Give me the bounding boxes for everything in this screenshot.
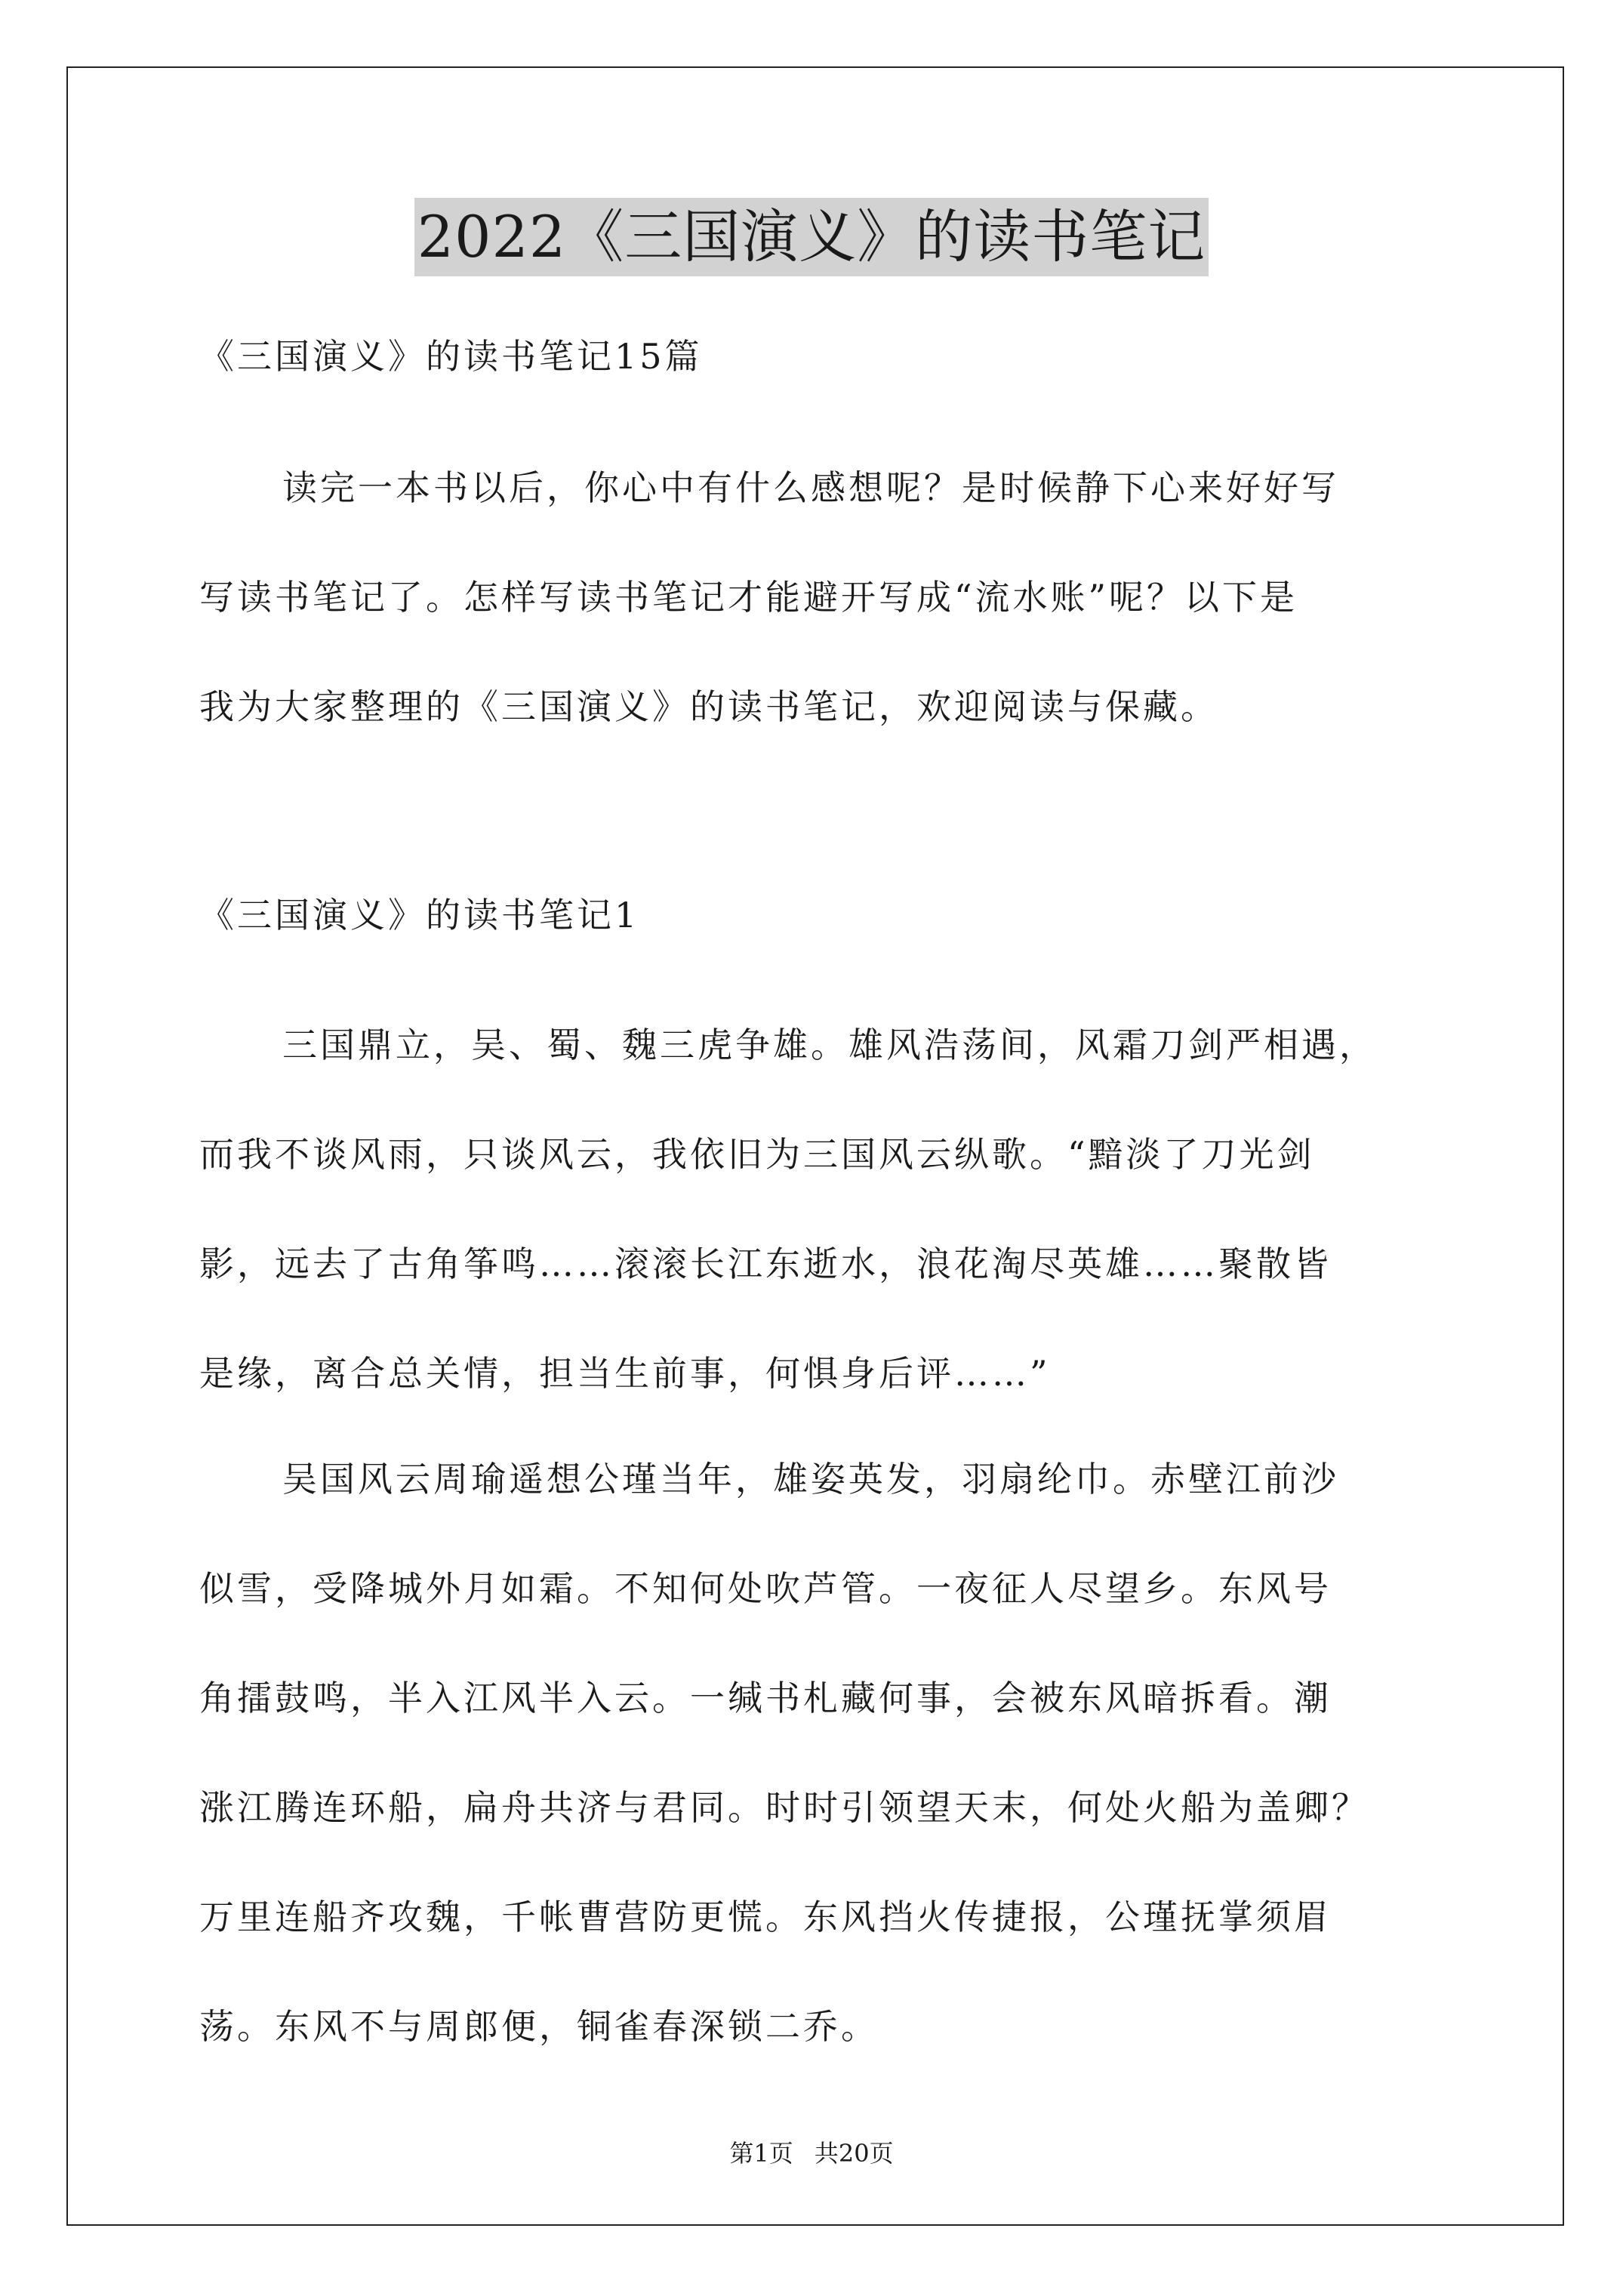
page-number: 第1页 共20页 (729, 2139, 894, 2168)
paragraph-line: 吴国风云周瑜遥想公瑾当年，雄姿英发，羽扇纶巾。赤壁江前沙 (282, 1459, 1339, 1499)
paragraph-line: 角擂鼓鸣，半入江风半入云。一缄书札藏何事，会被东风暗拆看。潮 (199, 1678, 1332, 1718)
section-heading-line: 《三国演义》的读书笔记1 (199, 895, 640, 935)
paragraph-line: 是缘，离合总关情，担当生前事，何惧身后评……” (199, 1353, 1051, 1394)
paragraph-line: 写读书笔记了。怎样写读书笔记才能避开写成“流水账”呢？以下是 (199, 577, 1298, 618)
body-paragraph-2 (199, 1425, 1431, 2082)
paragraph-line: 读完一本书以后，你心中有什么感想呢？是时候静下心来好好写 (282, 467, 1339, 508)
paragraph-line: 似雪，受降城外月如霜。不知何处吹芦管。一夜征人尽望乡。东风号 (199, 1568, 1332, 1609)
paragraph-line: 三国鼎立，吴、蜀、魏三虎争雄。雄风浩荡间，风霜刀剑严相遇， (282, 1025, 1377, 1065)
paragraph-line: 涨江腾连环船，扁舟共济与君同。时时引领望天末，何处火船为盖卿？ (199, 1787, 1369, 1828)
title-container (0, 198, 1623, 276)
document-subtitle (199, 302, 1431, 411)
paragraph-line: 万里连船齐攻魏，千帐曹营防更慌。东风挡火传捷报，公瑾抚掌须眉 (199, 1897, 1332, 1937)
body-paragraph-1 (199, 991, 1431, 1428)
paragraph-line: 荡。东风不与周郎便，铜雀春深锁二乔。 (199, 2006, 879, 2047)
paragraph-line: 而我不谈风雨，只谈风云，我依旧为三国风云纵歌。“黯淡了刀光剑 (199, 1134, 1315, 1175)
paragraph-line: 我为大家整理的《三国演义》的读书笔记，欢迎阅读与保藏。 (199, 686, 1218, 727)
subtitle-line: 《三国演义》的读书笔记15篇 (199, 336, 703, 377)
page-footer (0, 2138, 1623, 2168)
section-heading (199, 861, 1431, 970)
document-title: 2022《三国演义》的读书笔记 (414, 198, 1209, 276)
paragraph-line: 影，远去了古角筝鸣……滚滚长江东逝水，浪花淘尽英雄……聚散皆 (199, 1244, 1332, 1284)
intro-paragraph (199, 433, 1431, 762)
